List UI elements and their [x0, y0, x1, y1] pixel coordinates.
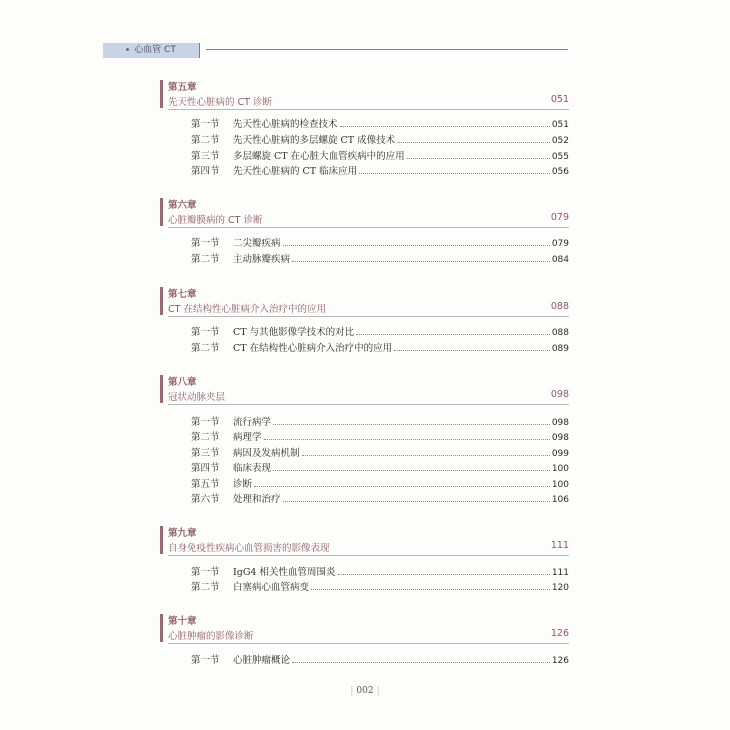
dot-leader [283, 245, 550, 246]
section-title: 多层螺旋 CT 在心脏大血管疾病中的应用 [233, 151, 405, 162]
section-number: 第四节 [191, 166, 220, 177]
dot-leader [292, 261, 550, 262]
dot-leader [356, 334, 550, 335]
section-page: 111 [551, 568, 569, 578]
dot-leader [407, 158, 550, 159]
chapter-rule [168, 643, 569, 644]
chapter-title: 心脏肿瘤的影像诊断 [168, 631, 254, 642]
section-page: 052 [551, 136, 569, 146]
page-number-bracket: | [376, 686, 380, 696]
chapter-bar [160, 614, 163, 642]
page-number-bracket: | [350, 686, 354, 696]
section-page: 088 [551, 328, 569, 338]
chapter-bar [160, 526, 163, 554]
chapter-page: 051 [550, 94, 569, 105]
section-page: 051 [551, 120, 569, 130]
chapter-bar [160, 287, 163, 315]
chapter-number: 第七章 [168, 289, 197, 300]
section-title: 病理学 [233, 432, 262, 443]
section-number: 第一节 [191, 567, 220, 578]
chapter-number: 第九章 [168, 528, 197, 539]
section-number: 第二节 [191, 582, 220, 593]
section-page: 084 [551, 255, 569, 265]
section-number: 第二节 [191, 343, 220, 354]
section-title: 二尖瓣疾病 [233, 238, 281, 249]
toc-entry[interactable] [191, 654, 569, 668]
page-number [345, 686, 385, 696]
chapter-page: 126 [550, 628, 569, 639]
dot-leader [394, 350, 550, 351]
toc-entry[interactable] [191, 431, 569, 445]
toc-entry[interactable] [191, 342, 569, 356]
section-number: 第四节 [191, 463, 220, 474]
dot-leader [264, 439, 550, 440]
chapter-title: 心脏瓣膜病的 CT 诊断 [168, 215, 263, 226]
section-title: 主动脉瓣疾病 [233, 254, 291, 265]
chapter-page: 088 [550, 301, 569, 312]
section-page: 055 [551, 152, 569, 162]
chapter-rule [168, 404, 569, 405]
section-page: 100 [551, 480, 569, 490]
toc-entry[interactable] [191, 118, 569, 132]
section-title: 先天性心脏病的检查技术 [233, 119, 338, 130]
section-title: 心脏肿瘤概论 [233, 655, 291, 666]
chapter-number: 第八章 [168, 377, 197, 388]
dot-leader [338, 574, 550, 575]
section-number: 第一节 [191, 327, 220, 338]
dot-leader [273, 470, 550, 471]
section-title: 先天性心脏病的多层螺旋 CT 成像技术 [233, 135, 396, 146]
dot-leader [254, 486, 550, 487]
section-number: 第一节 [191, 238, 220, 249]
running-header-label: 心血管 CT [134, 45, 176, 55]
chapter-title: CT 在结构性心脏病介入治疗中的应用 [168, 304, 326, 315]
dot-leader [311, 589, 550, 590]
header-divider [199, 43, 204, 58]
section-number: 第一节 [191, 417, 220, 428]
toc-entry[interactable] [191, 150, 569, 164]
chapter-number: 第十章 [168, 616, 197, 627]
dot-leader [397, 142, 550, 143]
dot-leader [359, 173, 550, 174]
section-title: 处理和治疗 [233, 494, 281, 505]
chapter-page: 111 [550, 540, 569, 551]
dot-leader [273, 424, 550, 425]
toc-entry[interactable] [191, 462, 569, 476]
chapter-number: 第六章 [168, 200, 197, 211]
chapter-title: 先天性心脏病的 CT 诊断 [168, 97, 272, 108]
section-page: 120 [551, 583, 569, 593]
section-title: CT 与其他影像学技术的对比 [233, 327, 355, 338]
chapter-title: 冠状动脉夹层 [168, 392, 226, 403]
toc-entry[interactable] [191, 447, 569, 461]
section-title: 先天性心脏病的 CT 临床应用 [233, 166, 358, 177]
toc-entry[interactable] [191, 416, 569, 430]
section-page: 106 [551, 495, 569, 505]
section-number: 第三节 [191, 151, 220, 162]
section-page: 098 [551, 418, 569, 428]
chapter-bar [160, 375, 163, 403]
section-page: 126 [551, 656, 569, 666]
section-page: 079 [551, 239, 569, 249]
dot-leader [340, 126, 550, 127]
section-page: 089 [551, 344, 569, 354]
section-page: 056 [551, 167, 569, 177]
section-number: 第一节 [191, 119, 220, 130]
chapter-number: 第五章 [168, 82, 197, 93]
chapter-rule [168, 316, 569, 317]
toc-entry[interactable] [191, 566, 569, 580]
section-title: 病因及发病机制 [233, 448, 300, 459]
section-number: 第五节 [191, 479, 220, 490]
toc-entry[interactable] [191, 253, 569, 267]
toc-entry[interactable] [191, 237, 569, 251]
toc-entry[interactable] [191, 134, 569, 148]
running-header [103, 43, 199, 58]
section-number: 第一节 [191, 655, 220, 666]
toc-entry[interactable] [191, 493, 569, 507]
chapter-rule [168, 555, 569, 556]
section-number: 第二节 [191, 135, 220, 146]
section-number: 第六节 [191, 494, 220, 505]
dot-leader [292, 662, 550, 663]
section-page: 100 [551, 464, 569, 474]
bullet-icon [126, 48, 129, 51]
chapter-page: 079 [550, 212, 569, 223]
chapter-page: 098 [550, 389, 569, 400]
header-rule [206, 49, 568, 50]
chapter-bar [160, 198, 163, 226]
toc-entry[interactable] [191, 581, 569, 595]
section-number: 第二节 [191, 432, 220, 443]
section-number: 第二节 [191, 254, 220, 265]
toc-entry[interactable] [191, 165, 569, 179]
section-page: 099 [551, 449, 569, 459]
chapter-rule [168, 109, 569, 110]
toc-entry[interactable] [191, 478, 569, 492]
chapter-rule [168, 227, 569, 228]
section-number: 第三节 [191, 448, 220, 459]
section-title: IgG4 相关性血管周围炎 [233, 567, 336, 578]
section-title: CT 在结构性心脏病介入治疗中的应用 [233, 343, 393, 354]
section-page: 098 [551, 433, 569, 443]
dot-leader [283, 501, 550, 502]
section-title: 临床表现 [233, 463, 272, 474]
dot-leader [302, 455, 550, 456]
toc-entry[interactable] [191, 326, 569, 340]
page-number-value: 002 [356, 686, 374, 696]
chapter-bar [160, 80, 163, 108]
section-title: 白塞病心血管病变 [233, 582, 310, 593]
section-title: 流行病学 [233, 417, 272, 428]
section-title: 诊断 [233, 479, 253, 490]
chapter-title: 自身免疫性疾病心血管损害的影像表现 [168, 543, 330, 554]
